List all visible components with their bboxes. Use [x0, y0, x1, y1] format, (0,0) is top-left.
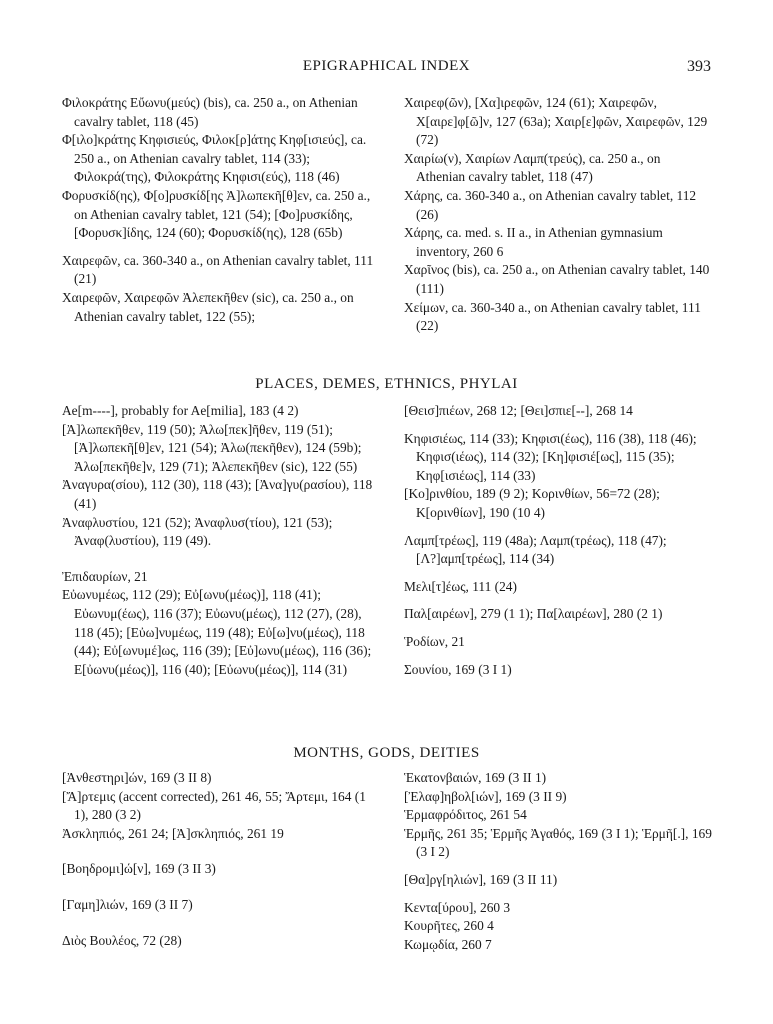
index-entry: Ἑρμαφρόδιτος, 261 54 [404, 807, 527, 823]
index-entry: Διὸς Βουλέος, 72 (28) [62, 932, 182, 948]
index-entry: Εὐωνυμέως, 112 (29); Εὐ[ωνυ(μέως)], 118 (41); Εὐωνυμ(έως), 116 (37); Εὐωνυ(μέως), 112 (27), (28), 118 (45); [Εὐω]νυμέως, 119 (48); Εὐ[ω]νυ(μέως), 118 (44); Εὐ[ωνυμέ]ως, 116 (39); [Εὐ]ωνυ(μέως), 116 (36); Ε[ὐωνυ(μέως)], 116 (40); [Εὐωνυ(μέως)], 114 (31) [62, 587, 372, 677]
index-entry: Κουρῆτες, 260 4 [404, 918, 494, 934]
index-entry: [Γαμη]λιών, 169 (3 II 7) [62, 896, 193, 912]
index-entry: Παλ[αιρέων], 279 (1 1); Πα[λαιρέων], 280 (2 1) [404, 606, 663, 622]
header-title: EPIGRAPHICAL INDEX [302, 58, 471, 74]
index-entry: Κηφισιέως, 114 (33); Κηφισι(έως), 116 (38), 118 (46); Κηφισ(ιέως), 114 (32); [Κη]φισιέ[ως], 115 (35); Κηφ[ισιέως], 114 (33) [404, 430, 697, 483]
top-right-column [404, 94, 712, 336]
places-right-column [404, 402, 712, 679]
months-right-column [404, 769, 712, 954]
index-entry: Λαμπ[τρέως], 119 (48a); Λαμπ(τρέως), 118 (47); [Λ?]αμπ[τρέως], 114 (34) [404, 532, 667, 567]
index-entry: Ae[m----], probably for Ae[milia], 183 (4 2) [62, 403, 299, 418]
index-entry: Χαιρεφῶν, ca. 360-340 a., on Athenian cavalry tablet, 111 (21) [62, 252, 374, 287]
index-entry: [Ἀ]λωπεκῆθεν, 119 (50); Ἀλω[πεκ]ῆθεν, 119 (51); [Ἀ]λωπεκῆ[θ]εν, 121 (54); Ἀλω(πεκῆθεν), 124 (59b); Ἀλω[πεκῆθε]ν, 129 (71); Ἀλεπεκῆθεν (sic), 122 (55) [62, 421, 362, 474]
index-entry: Μελι[τ]έως, 111 (24) [404, 578, 517, 594]
index-entry: Σουνίου, 169 (3 I 1) [404, 661, 512, 677]
places-left-column [62, 402, 380, 679]
index-entry: [Θα]ργ[ηλιών], 169 (3 II 11) [404, 871, 558, 887]
page-number: 393 [687, 58, 711, 75]
index-entry: Ἀσκληπιός, 261 24; [Ἀ]σκληπιός, 261 19 [62, 825, 284, 841]
index-entry: [Θεισ]πιέων, 268 12; [Θει]σπιε[--], 268 14 [404, 403, 633, 418]
index-entry: Χάρης, ca. 360-340 a., on Athenian cavalry tablet, 112 (26) [404, 187, 697, 222]
index-entry: Ἐπιδαυρίων, 21 [62, 568, 148, 584]
index-entry: Ἀναγυρα(σίου), 112 (30), 118 (43); [Ἀνα]γυ(ρασίου), 118 (41) [62, 477, 373, 511]
index-entry: Χαιρεφῶν, Χαιρεφῶν Ἀλεπεκῆθεν (sic), ca. 250 a., on Athenian cavalry tablet, 122 (55); [62, 289, 354, 324]
index-entry: Χαιρίω(ν), Χαιρίων Λαμπ(τρεύς), ca. 250 a., on Athenian cavalry tablet, 118 (47) [404, 150, 661, 185]
index-entry: Χάρης, ca. med. s. II a., in Athenian gymnasium inventory, 260 6 [404, 225, 663, 259]
index-entry: Κεντα[ύρου], 260 3 [404, 899, 511, 915]
index-entry: Κωμῳδία, 260 7 [404, 936, 492, 952]
index-entry: Χείμων, ca. 360-340 a., on Athenian cavalry tablet, 111 (22) [404, 299, 701, 334]
index-entry: Χαιρεφ(ῶν), [Χα]ιρεφῶν, 124 (61); Χαιρεφῶν, Χ[αιρε]φ[ῶ]ν, 127 (63a); Χαιρ[ε]φῶν, Χαιρεφῶν, 129 (72) [404, 95, 708, 148]
section-heading-months: MONTHS, GODS, DEITIES [293, 745, 480, 761]
index-entry: Ἀναφλυστίου, 121 (52); Ἀναφλυσ(τίου), 121 (53); Ἀναφ(λυστίου), 119 (49). [62, 514, 333, 549]
index-entry: Φιλοκράτης Εὔωνυ(μεύς) (bis), ca. 250 a., on Athenian cavalry tablet, 118 (45) [62, 95, 358, 129]
index-entry: [Ἐλαφ]ηβολ[ιών], 169 (3 II 9) [404, 788, 567, 804]
index-entry: Χαρῖνος (bis), ca. 250 a., on Athenian cavalry tablet, 140 (111) [404, 262, 710, 296]
index-entry: Ἑκατονβαιών, 169 (3 II 1) [404, 770, 547, 785]
section-heading-places: PLACES, DEMES, ETHNICS, PHYLAI [255, 376, 518, 392]
index-entry: [Ἀνθεστηρι]ών, 169 (3 II 8) [62, 770, 212, 785]
index-entry: Ἑρμῆς, 261 35; Ἑρμῆς Ἀγαθός, 169 (3 I 1); Ἑρμῆ[.], 169 (3 I 2) [404, 825, 712, 860]
index-entry: [Βοηδρομι]ώ[ν], 169 (3 II 3) [62, 861, 216, 877]
running-header [0, 58, 773, 82]
top-left-column [62, 94, 380, 326]
index-entry: Φορυσκίδ(ης), Φ[ο]ρυσκίδ[ης Ἀ]λωπεκῆ[θ]εν, ca. 250 a., on Athenian cavalry tablet, 121 (54); [Φο]ρυσκίδης, [Φορυσκ]ίδης, 124 (60); Φορυσκίδ(ης), 128 (65b) [62, 187, 371, 241]
index-entry: [Ἄ]ρτεμις (accent corrected), 261 46, 55; Ἄρτεμι, 164 (1 1), 280 (3 2) [62, 788, 366, 823]
index-entry: [Κο]ρινθίου, 189 (9 2); Κορινθίων, 56=72 (28); Κ[ορινθίων], 190 (10 4) [404, 486, 660, 520]
index-entry: Ῥοδίων, 21 [404, 633, 465, 649]
months-left-column [62, 769, 380, 950]
index-entry: Φ[ιλο]κράτης Κηφισιεύς, Φιλοκ[ρ]άτης Κηφ[ισιεύς], ca. 250 a., on Athenian cavalry tablet, 114 (33); Φιλοκρά(της), Φιλοκράτης Κηφισι(εύς), 118 (46) [62, 132, 367, 185]
